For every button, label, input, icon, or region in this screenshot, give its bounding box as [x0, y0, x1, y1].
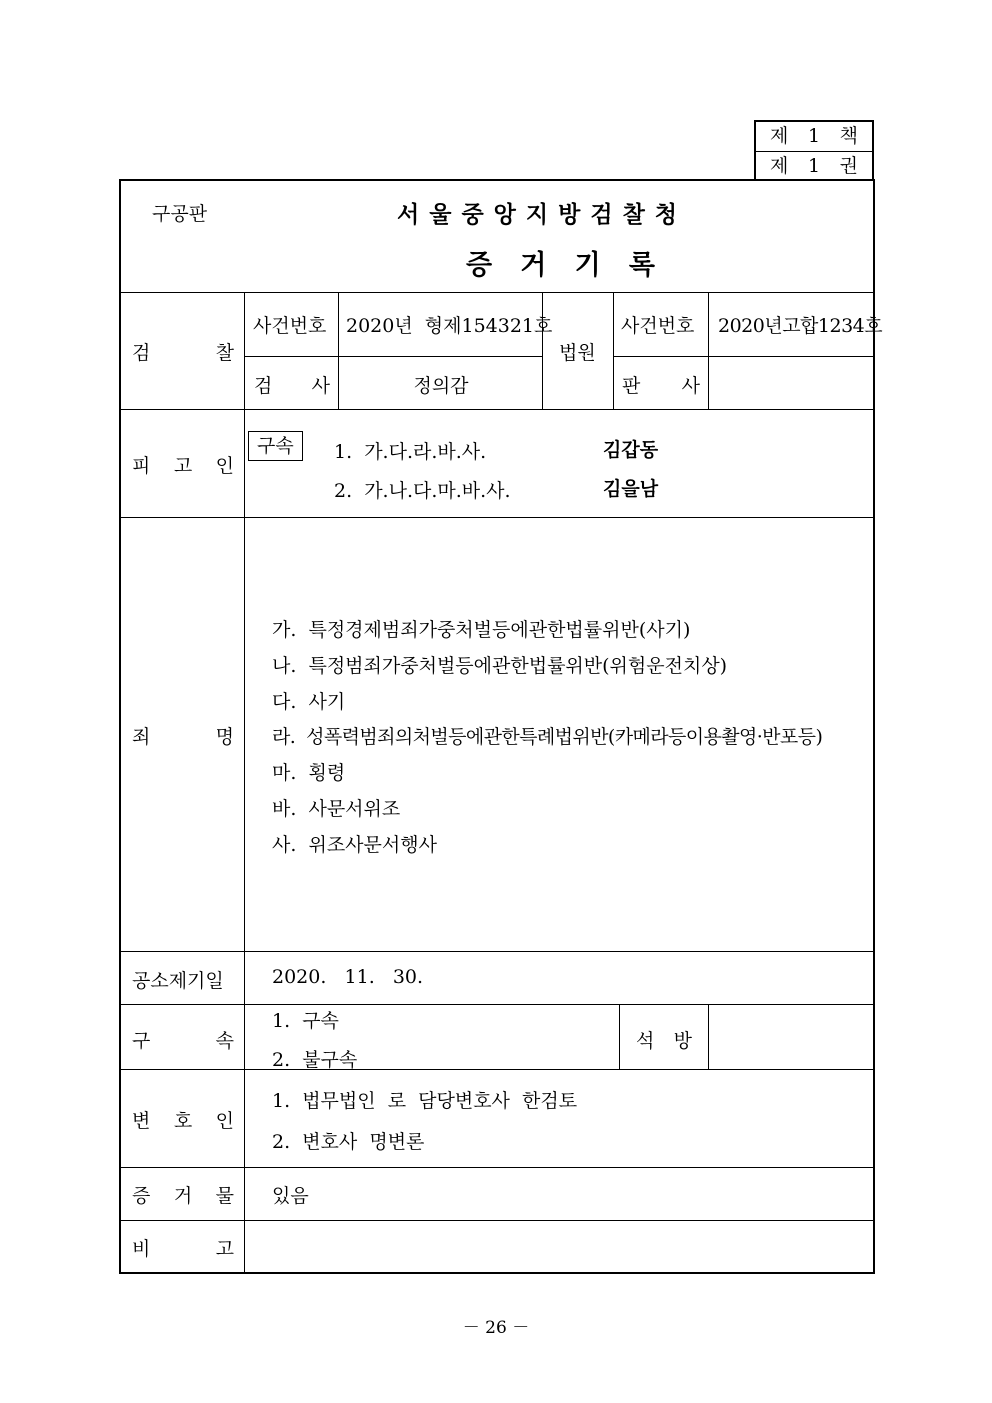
volume-book-row: 제 1 책: [770, 125, 858, 147]
crime-item: 사. 위조사문서행사: [272, 834, 437, 856]
counsel-item: 1. 법무법인 로 담당변호사 한검토: [272, 1090, 578, 1112]
record-title: 증 거 기 록: [466, 250, 655, 281]
defendant-2-name: 김을남: [603, 478, 659, 500]
crime-item: 라. 성폭력범죄의처벌등에관한특례법위반(카메라등이용촬영·반포등): [272, 726, 823, 748]
status-badge: 구속: [248, 431, 303, 461]
public-label: 구공판: [152, 203, 208, 225]
defendant-1-charges: 1. 가.다.라.바.사.: [334, 441, 487, 463]
indictment-date: 2020. 11. 30.: [272, 966, 424, 988]
judge-label: 판 사: [622, 375, 700, 397]
prosecution-label: 검 찰: [132, 342, 234, 364]
detention-option: 1. 구속: [272, 1010, 339, 1032]
page-number: － 26 －: [462, 1318, 530, 1338]
crime-item: 다. 사기: [272, 691, 346, 713]
defendant-2-charges: 2. 가.나.다.마.바.사.: [334, 480, 511, 502]
volume-box: [754, 120, 874, 180]
detention-label: 구 속: [132, 1030, 234, 1052]
defendants-label: 피 고 인: [132, 455, 234, 477]
crimes-label: 죄 명: [132, 726, 234, 748]
release-label: 석 방: [636, 1030, 692, 1052]
detention-option: 2. 불구속: [272, 1049, 358, 1071]
remarks-label: 비 고: [132, 1238, 234, 1260]
crime-item: 가. 특정경제범죄가중처벌등에관한법률위반(사기): [272, 619, 691, 641]
defendant-1-name: 김갑동: [603, 439, 659, 461]
prosecution-case-no: 2020년 형제154321호: [346, 315, 553, 337]
office-name: 서 울 중 앙 지 방 검 찰 청: [397, 202, 679, 228]
court-label: 법원: [559, 342, 596, 364]
prosecution-case-no-label: 사건번호: [253, 315, 327, 337]
counsel-item: 2. 변호사 명변론: [272, 1131, 425, 1153]
crime-item: 마. 횡령: [272, 762, 346, 784]
crime-item: 바. 사문서위조: [272, 798, 401, 820]
evidence-value: 있음: [272, 1185, 309, 1207]
court-case-no-label: 사건번호: [621, 315, 695, 337]
indictment-label: 공소제기일: [132, 970, 224, 992]
evidence-label: 증 거 물: [132, 1185, 234, 1207]
court-case-no: 2020년고합1234호: [718, 315, 883, 337]
counsel-label: 변 호 인: [132, 1110, 234, 1132]
prosecutor-name: 정의감: [413, 375, 469, 397]
crime-item: 나. 특정범죄가중처벌등에관한법률위반(위험운전치상): [272, 655, 728, 677]
prosecutor-label: 검 사: [254, 375, 330, 397]
volume-volume-row: 제 1 권: [756, 151, 872, 181]
